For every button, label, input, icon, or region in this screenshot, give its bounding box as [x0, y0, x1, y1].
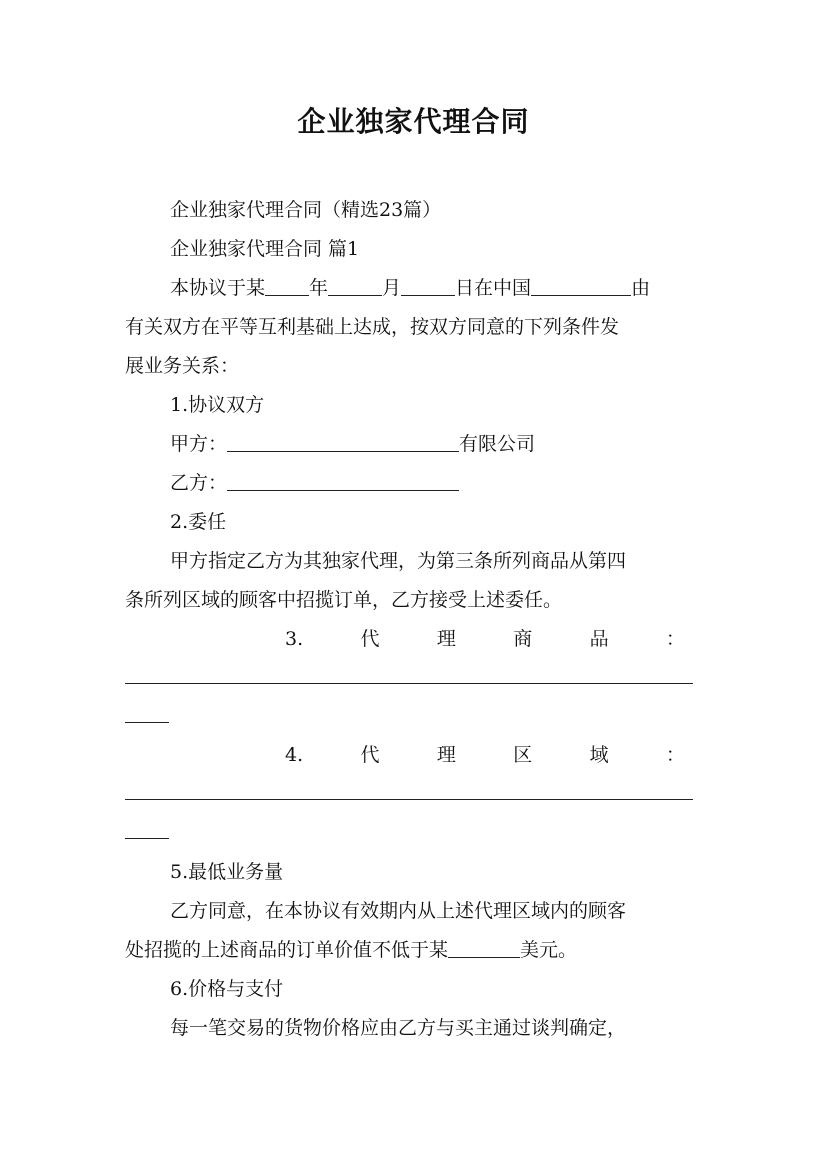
section-4-char: 4.: [285, 744, 304, 766]
intro-text-3: 月: [382, 277, 402, 299]
section-5-line-1: 乙方同意，在本协议有效期内从上述代理区域内的顾客: [170, 900, 627, 922]
intro-text-1: 本协议于某: [170, 277, 266, 299]
year-blank: [265, 275, 309, 296]
section-4-blank-line-end: [125, 838, 169, 839]
party-a-suffix: 有限公司: [459, 433, 536, 455]
month-blank: [328, 275, 382, 296]
section-3-char: 3.: [285, 628, 304, 650]
amount-blank: [448, 937, 520, 958]
document-subtitle: 企业独家代理合同（精选23篇）: [170, 199, 442, 221]
section-4-char: 理: [436, 744, 456, 766]
section-3-blank-line: [125, 683, 693, 684]
intro-line-2: 有关双方在平等互利基础上达成，按双方同意的下列条件发: [125, 316, 620, 338]
section-4-char: 域: [589, 744, 609, 766]
day-blank: [401, 275, 455, 296]
section-4-heading: [285, 740, 685, 770]
section-5-suffix: 美元。: [520, 939, 578, 961]
party-a-blank: [227, 431, 459, 452]
section-5-heading: 5.最低业务量: [170, 861, 284, 883]
section-5-text: 处招揽的上述商品的订单价值不低于某: [125, 939, 449, 961]
intro-line-1: [170, 273, 705, 303]
section-3-char: ：: [665, 628, 685, 650]
section-4-blank-line: [125, 799, 693, 800]
section-5-line-2: [125, 935, 705, 965]
section-2-heading: 2.委任: [170, 511, 227, 533]
section-3-heading: [285, 624, 685, 654]
section-3-char: 代: [360, 628, 380, 650]
section-4-char: ：: [665, 744, 685, 766]
section-2-line-2: 条所列区域的顾客中招揽订单，乙方接受上述委任。: [125, 589, 563, 611]
section-4-char: 区: [513, 744, 533, 766]
party-b-blank: [227, 470, 459, 491]
party-a-line: [170, 429, 705, 459]
intro-text-4: 日在中国: [455, 277, 532, 299]
section-6-heading: 6.价格与支付: [170, 978, 284, 1000]
party-a-label: 甲方：: [170, 433, 228, 455]
section-heading: 企业独家代理合同 篇1: [170, 238, 360, 260]
section-2-line-1: 甲方指定乙方为其独家代理，为第三条所列商品从第四: [170, 550, 627, 572]
intro-line-3: 展业务关系：: [125, 355, 240, 377]
intro-text-5: 由: [631, 277, 651, 299]
intro-text-2: 年: [309, 277, 329, 299]
section-6-line-1: 每一笔交易的货物价格应由乙方与买主通过谈判确定，: [170, 1017, 627, 1039]
section-3-char: 品: [589, 628, 609, 650]
section-4-char: 代: [360, 744, 380, 766]
document-title: 企业独家代理合同: [297, 105, 530, 138]
section-1-heading: 1.协议双方: [170, 394, 265, 416]
party-b-line: [170, 468, 705, 498]
place-blank: [531, 275, 631, 296]
section-3-char: 商: [513, 628, 533, 650]
section-3-blank-line-end: [125, 722, 169, 723]
section-3-char: 理: [436, 628, 456, 650]
party-b-label: 乙方：: [170, 472, 228, 494]
